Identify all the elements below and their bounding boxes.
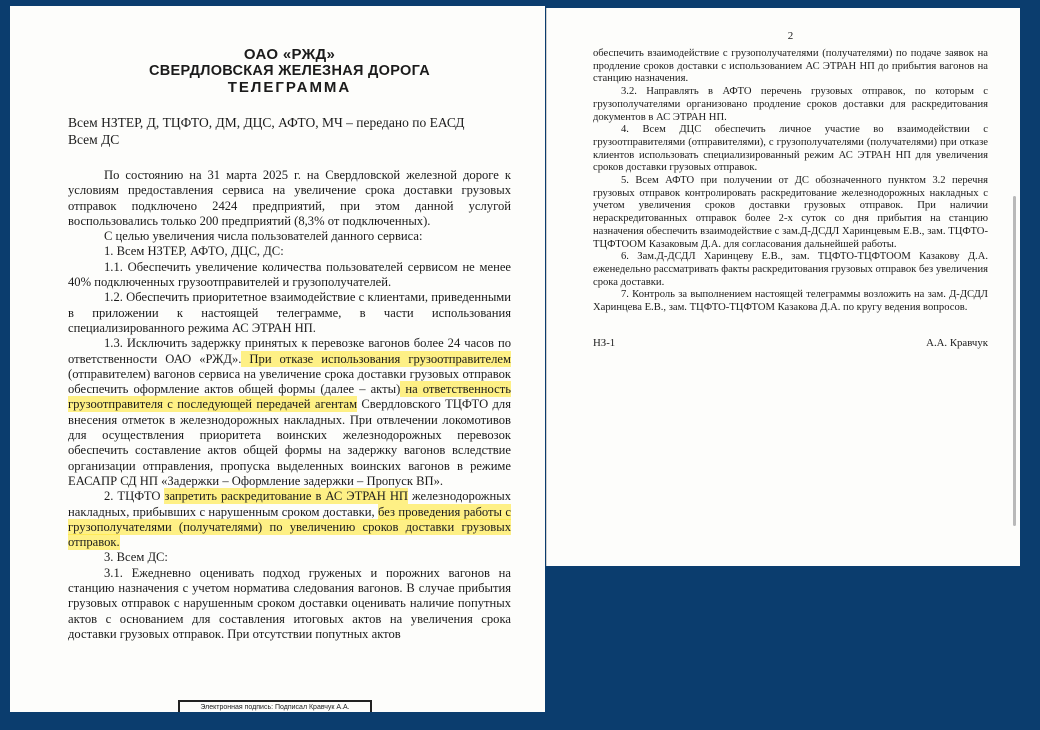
addressee-line-2: Всем ДС <box>68 132 120 147</box>
section-1-title: 1. Всем НЗТЕР, АФТО, ДЦС, ДС: <box>104 244 284 259</box>
section-2-text-b: железнодорожных накладных, прибывших с нарушенным сроком доставки, <box>68 489 511 519</box>
signature-block <box>593 337 988 349</box>
section-2-text-a: 2. ТЦФТО <box>104 489 165 504</box>
highlight-2: на ответственность грузоотправителя с последующей передачей агентам <box>68 382 511 412</box>
paragraph-continued: обеспечить взаимодействие с грузополучателями (получателями) по подаче заявок на продление сроков доставки с использованием АС ЭТРАН НП до прибытия вагонов на станцию назначения. <box>593 48 988 85</box>
addressees <box>68 114 511 148</box>
scrollbar[interactable] <box>1013 196 1016 526</box>
item-1-3 <box>68 336 511 489</box>
item-1-2: 1.2. Обеспечить приоритетное взаимодействие с клиентами, приведенными в приложении к настоящей телеграмме, в части использования специализированного режима АС ЭТРАН НП. <box>68 290 511 335</box>
item-1-3-text-c: Свердловского ТЦФТО для внесения отметок в железнодорожных накладных. При отвлечении локомотивов для осуществления приоритета воинских железнодорожных перевозок обеспечить составление актов общей формы на задержку вагонов вследствие организации отправления, пропуска выделенных воинских вагонов в режиме ЕАСАПР СД НП «Задержки – Оформление задержки – Пропуск ВП». <box>68 397 511 488</box>
item-5: 5. Всем АФТО при получении от ДС обозначенного пунктом 3.2 перечня грузовых отправок контролировать раскредитование железнодорожных накладных с учетом увеличения сроков доставки грузовых отправок. При наличии нераскредитованных отправок более 2-х суток со дня прибытия на станцию назначения обеспечить взаимодействие с зам.Д-ДСДЛ Харинцевым Е.В., зам. ТЦФТО-ТЦФТООМ Казаковым Д.А. для согласования дальнейшей работы. <box>593 175 988 250</box>
item-7: 7. Контроль за выполнением настоящей телеграммы возложить на зам. Д-ДСДЛ Харинцева Е.В., зам. ТЦФТО-ТЦФТОМ Казакова Д.А. по кругу ведения вопросов. <box>593 289 988 314</box>
intro-paragraph: По состоянию на 31 марта 2025 г. на Свердловской железной дороге к условиям предоставления сервиса на увеличение срока доставки грузовых отправок подключено 2424 предприятий, при этом данной услугой воспользовались только 200 предприятий (8,3% от подключенных). <box>68 168 511 228</box>
document-page-1 <box>10 6 545 712</box>
document-page-2 <box>546 8 1020 566</box>
item-1-1: 1.1. Обеспечить увеличение количества пользователей сервисом не менее 40% подключенных грузоотправителей и грузополучателей. <box>68 259 511 290</box>
addressee-line-1: Всем НЗТЕР, Д, ТЦФТО, ДМ, ДЦС, АФТО, МЧ – передано по ЕАСД <box>68 115 465 130</box>
item-6: 6. Зам.Д-ДСДЛ Харинцеву Е.В., зам. ТЦФТО-ТЦФТООМ Казакову Д.А. еженедельно рассматривать факты раскредитования грузовых отправок без увеличения срока доставки. <box>593 251 988 288</box>
item-3-1: 3.1. Ежедневно оценивать подход груженых и порожних вагонов на станцию назначения с учетом норматива следования вагонов. В случае прибытия грузовых отправок с нарушенным сроком доставки оценивать наличие попутных актов с основанием для составления итоговых актов на увеличения срока доставки грузовых отправок. При отсутствии попутных актов <box>68 565 511 641</box>
item-1-3-text-a: 1.3. Исключить задержку принятых к перевозке вагонов более 24 часов по ответственности ОАО «РЖД». <box>68 336 511 366</box>
highlight-1: При отказе использования грузоотправителем <box>241 351 511 366</box>
railway-name: СВЕРДЛОВСКАЯ ЖЕЛЕЗНАЯ ДОРОГА <box>149 63 430 79</box>
telegram-body <box>68 168 511 642</box>
highlight-4: без проведения работы с грузополучателями (получателями) по увеличению сроков доставки грузовых отправок. <box>68 504 511 550</box>
highlight-3: запретить раскредитование в АС ЭТРАН НП <box>164 489 409 504</box>
section-3-title: 3. Всем ДС: <box>104 550 168 565</box>
item-4: 4. Всем ДЦС обеспечить личное участие во взаимодействии с грузоотправителями (отправителями), с грузополучателями (получателями) при отказе клиентов использовать специализированный режим АС ЭТРАН НП для увеличения сроков доставки грузовых отправок. <box>593 124 988 174</box>
electronic-signature-stamp: Электронная подпись: Подписал Кравчук А.А. <box>178 700 372 712</box>
item-3-2: 3.2. Направлять в АФТО перечень грузовых отправок, по которым с грузополучателями организовано продление сроков доставки для раскредитования документов в АС ЭТРАН НП. <box>593 86 988 123</box>
section-2 <box>68 489 511 550</box>
item-1-3-text-b: (отправителем) вагонов сервиса на увеличение срока доставки грузовых отправок обеспечить оформление актов общей формы (далее – акты) <box>68 366 511 397</box>
signatory-name: А.А. Кравчук <box>926 336 988 349</box>
org-name: ОАО «РЖД» <box>243 46 336 63</box>
page-2-body <box>593 48 988 315</box>
doc-type-title: ТЕЛЕГРАММА <box>227 79 352 96</box>
page-number: 2 <box>787 30 794 42</box>
sender-code: НЗ-1 <box>593 336 616 349</box>
purpose-line: С целью увеличения числа пользователей данного сервиса: <box>104 229 423 244</box>
